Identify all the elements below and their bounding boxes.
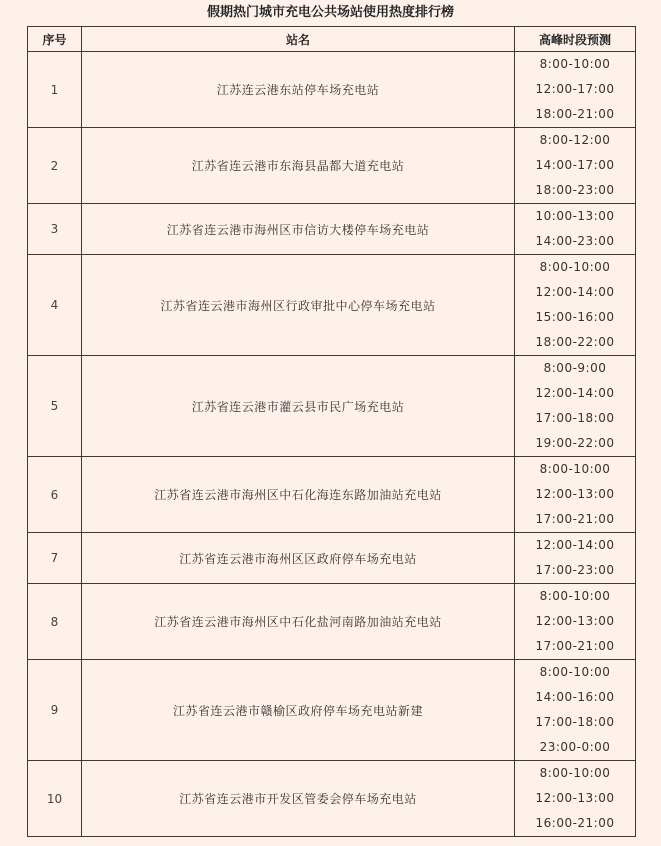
station-name-cell: 江苏省连云港市灌云县市民广场充电站 [82,356,515,457]
table-body [28,52,636,837]
peak-time-slot: 16:00-21:00 [535,816,615,830]
rank-cell: 5 [28,356,82,457]
table-row [28,204,636,255]
page-title: 假期热门城市充电公共场站使用热度排行榜 [206,5,454,20]
peak-time-slot: 8:00-12:00 [539,133,611,147]
peak-time-slot: 15:00-16:00 [535,310,615,324]
rank-cell: 6 [28,457,82,533]
station-name-cell: 江苏省连云港市赣榆区政府停车场充电站新建 [82,660,515,761]
header-rank: 序号 [28,27,82,52]
table-row [28,255,636,356]
peak-times-cell [515,128,636,204]
station-name-cell: 江苏连云港东站停车场充电站 [82,52,515,128]
rank-cell: 4 [28,255,82,356]
table-row [28,52,636,128]
peak-time-slot: 12:00-13:00 [535,487,615,501]
peak-time-slot: 12:00-14:00 [535,285,615,299]
table-row [28,533,636,584]
rank-cell: 9 [28,660,82,761]
rank-cell: 1 [28,52,82,128]
table-row [28,457,636,533]
header-peak: 高峰时段预测 [515,27,636,52]
peak-time-slot: 14:00-23:00 [535,234,615,248]
peak-time-slot: 8:00-10:00 [539,260,611,274]
peak-time-slot: 12:00-14:00 [535,538,615,552]
peak-time-slot: 14:00-16:00 [535,690,615,704]
rank-cell: 2 [28,128,82,204]
peak-time-slot: 8:00-10:00 [539,57,611,71]
peak-time-slot: 19:00-22:00 [535,436,615,450]
rank-cell: 8 [28,584,82,660]
station-name-cell: 江苏省连云港市开发区管委会停车场充电站 [82,761,515,837]
station-name-cell: 江苏省连云港市东海县晶都大道充电站 [82,128,515,204]
rank-cell: 3 [28,204,82,255]
table-header-row [28,27,636,52]
peak-times-cell [515,52,636,128]
peak-time-slot: 17:00-18:00 [535,715,615,729]
peak-time-slot: 12:00-13:00 [535,791,615,805]
peak-time-slot: 8:00-10:00 [539,766,611,780]
station-name-cell: 江苏省连云港市海州区区政府停车场充电站 [82,533,515,584]
rank-cell: 7 [28,533,82,584]
table-row [28,584,636,660]
table-row [28,128,636,204]
table-row [28,761,636,837]
peak-times-cell [515,584,636,660]
peak-time-slot: 14:00-17:00 [535,158,615,172]
peak-time-slot: 12:00-13:00 [535,614,615,628]
station-name-cell: 江苏省连云港市海州区中石化盐河南路加油站充电站 [82,584,515,660]
station-name-cell: 江苏省连云港市海州区中石化海连东路加油站充电站 [82,457,515,533]
peak-time-slot: 12:00-14:00 [535,386,615,400]
peak-times-cell [515,255,636,356]
peak-time-slot: 17:00-18:00 [535,411,615,425]
header-name: 站名 [82,27,515,52]
peak-time-slot: 8:00-10:00 [539,665,611,679]
peak-time-slot: 18:00-23:00 [535,183,615,197]
peak-time-slot: 8:00-10:00 [539,462,611,476]
peak-time-slot: 18:00-21:00 [535,107,615,121]
peak-time-slot: 23:00-0:00 [539,740,611,754]
rank-cell: 10 [28,761,82,837]
peak-times-cell [515,761,636,837]
peak-time-slot: 10:00-13:00 [535,209,615,223]
peak-times-cell [515,356,636,457]
peak-times-cell [515,204,636,255]
peak-time-slot: 17:00-21:00 [535,639,615,653]
peak-times-cell [515,457,636,533]
peak-time-slot: 18:00-22:00 [535,335,615,349]
station-name-cell: 江苏省连云港市海州区市信访大楼停车场充电站 [82,204,515,255]
peak-time-slot: 17:00-23:00 [535,563,615,577]
peak-time-slot: 8:00-10:00 [539,589,611,603]
peak-times-cell [515,660,636,761]
peak-time-slot: 12:00-17:00 [535,82,615,96]
peak-times-cell [515,533,636,584]
table-row [28,356,636,457]
peak-time-slot: 17:00-21:00 [535,512,615,526]
ranking-table [27,26,636,837]
peak-time-slot: 8:00-9:00 [543,361,607,375]
station-name-cell: 江苏省连云港市海州区行政审批中心停车场充电站 [82,255,515,356]
table-row [28,660,636,761]
